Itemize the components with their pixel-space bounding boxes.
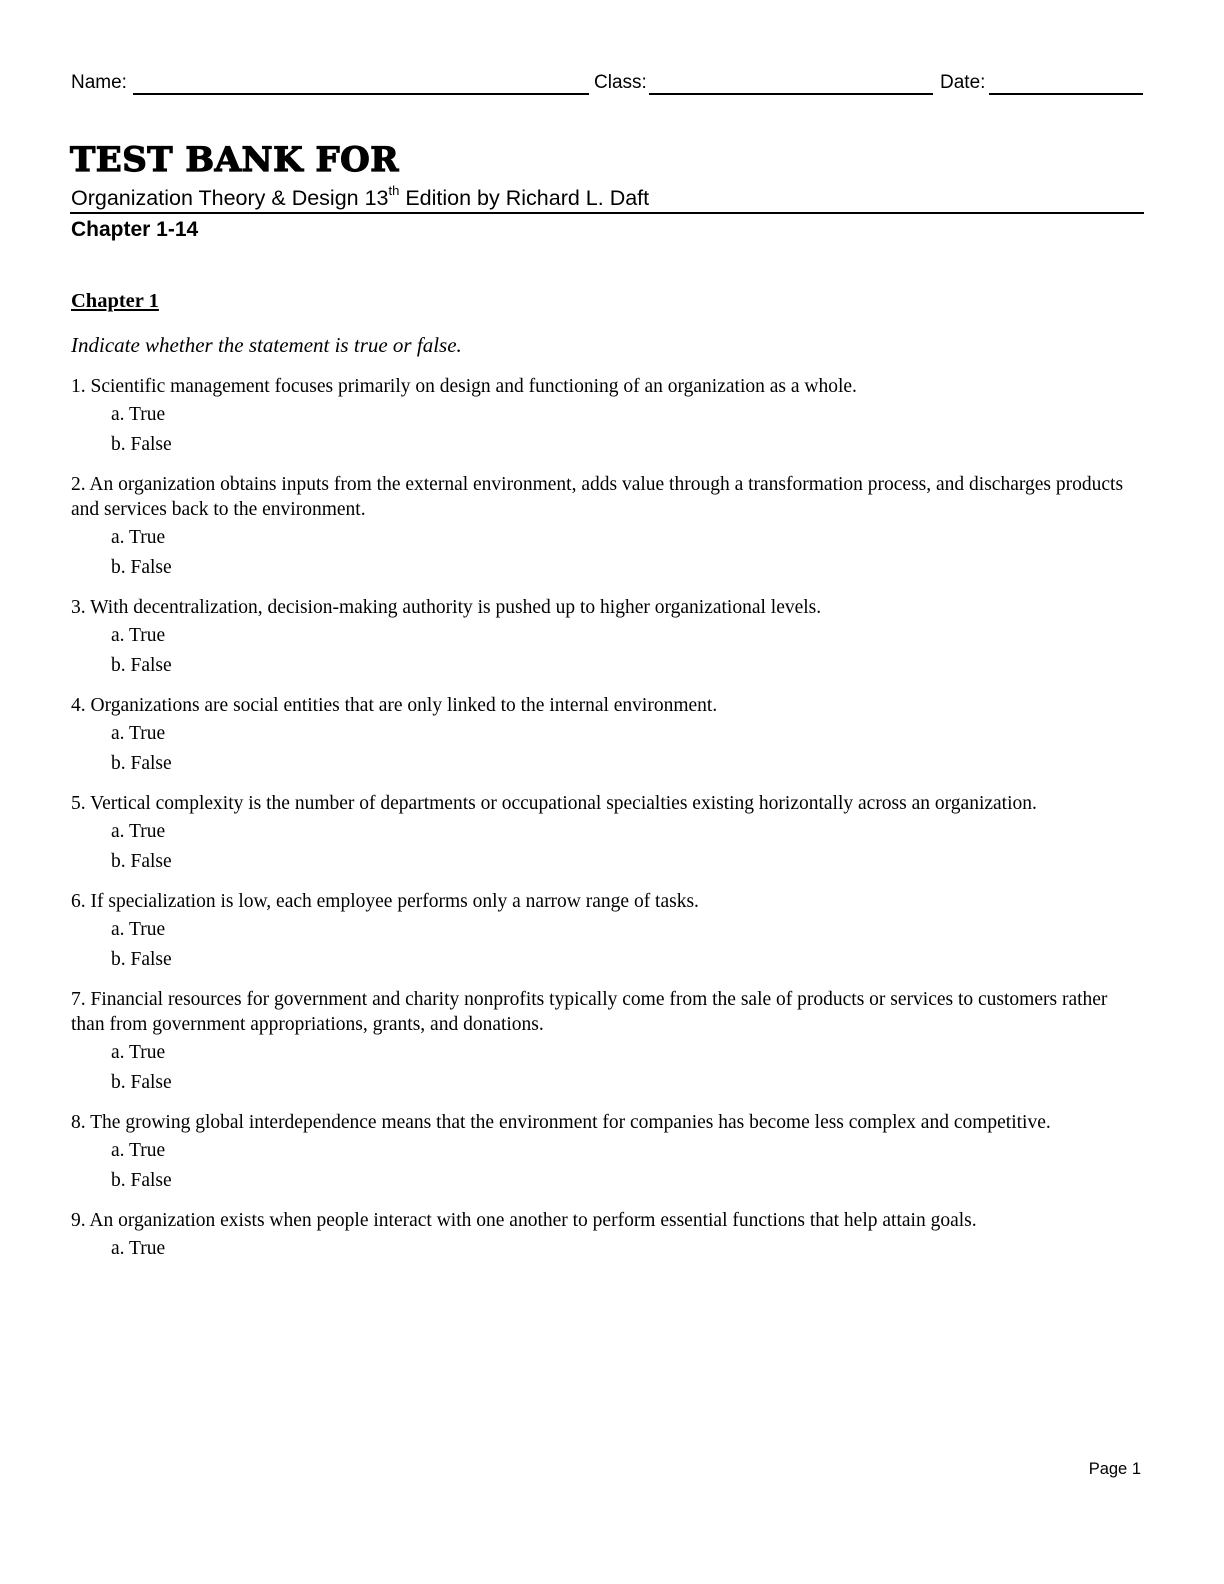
question-item (71, 1208, 1145, 1261)
option-true[interactable]: a. True (111, 723, 166, 744)
option-true[interactable]: a. True (111, 1238, 166, 1259)
question-text: 8. The growing global interdependence means that the environment for companies has become less complex and competitive. (71, 1112, 1051, 1133)
instructions: Indicate whether the statement is true or false. (71, 333, 462, 357)
header-fields (71, 72, 1143, 98)
class-label: Class: (594, 72, 647, 93)
chapter-heading: Chapter 1 (71, 290, 159, 312)
class-field[interactable] (649, 93, 933, 95)
question-text: 2. An organization obtains inputs from the external environment, adds value through a transformation process, and discharges products and services back to the environment. (71, 474, 1124, 520)
question-text: 9. An organization exists when people interact with one another to perform essential functions that help attain goals. (71, 1210, 977, 1231)
question-list (71, 374, 1145, 1261)
option-false[interactable]: b. False (111, 949, 172, 970)
option-false[interactable]: b. False (111, 1170, 172, 1191)
subtitle-text: Organization Theory & Design 13 (71, 186, 389, 210)
test-content (71, 288, 1145, 1276)
question-item (71, 889, 1145, 972)
subtitle-superscript: th (388, 182, 400, 198)
date-label: Date: (940, 72, 986, 93)
document-subtitle (71, 184, 649, 212)
question-text: 5. Vertical complexity is the number of departments or occupational specialties existing horizontally across an organization. (71, 793, 1037, 814)
option-true[interactable]: a. True (111, 625, 166, 646)
option-true[interactable]: a. True (111, 404, 166, 425)
question-item (71, 693, 1145, 776)
question-item (71, 1110, 1145, 1193)
option-false[interactable]: b. False (111, 753, 172, 774)
option-true[interactable]: a. True (111, 821, 166, 842)
title-divider (70, 212, 1144, 214)
question-item (71, 472, 1145, 580)
option-false[interactable]: b. False (111, 557, 172, 578)
option-true[interactable]: a. True (111, 1140, 166, 1161)
question-item (71, 987, 1145, 1095)
option-true[interactable]: a. True (111, 527, 166, 548)
question-text: 3. With decentralization, decision-making authority is pushed up to higher organizational levels. (71, 597, 822, 618)
question-item (71, 791, 1145, 874)
chapter-range: Chapter 1-14 (71, 218, 199, 241)
option-false[interactable]: b. False (111, 851, 172, 872)
document-title: TEST BANK FOR (70, 140, 400, 180)
subtitle-text-end: Edition by Richard L. Daft (399, 186, 650, 210)
date-field[interactable] (989, 93, 1143, 95)
option-true[interactable]: a. True (111, 1042, 166, 1063)
name-label: Name: (71, 72, 127, 93)
question-text: 6. If specialization is low, each employee performs only a narrow range of tasks. (71, 891, 699, 912)
option-true[interactable]: a. True (111, 919, 166, 940)
question-text: 7. Financial resources for government and charity nonprofits typically come from the sale of products or services to customers rather than from government appropriations, grants, and donations. (71, 989, 1108, 1035)
question-text: 1. Scientific management focuses primarily on design and functioning of an organization as a whole. (71, 376, 857, 397)
question-item (71, 595, 1145, 678)
question-text: 4. Organizations are social entities that are only linked to the internal environment. (71, 695, 718, 716)
page-number: Page 1 (1088, 1460, 1141, 1478)
question-item (71, 374, 1145, 457)
option-false[interactable]: b. False (111, 434, 172, 455)
option-false[interactable]: b. False (111, 655, 172, 676)
name-field[interactable] (133, 93, 589, 95)
option-false[interactable]: b. False (111, 1072, 172, 1093)
